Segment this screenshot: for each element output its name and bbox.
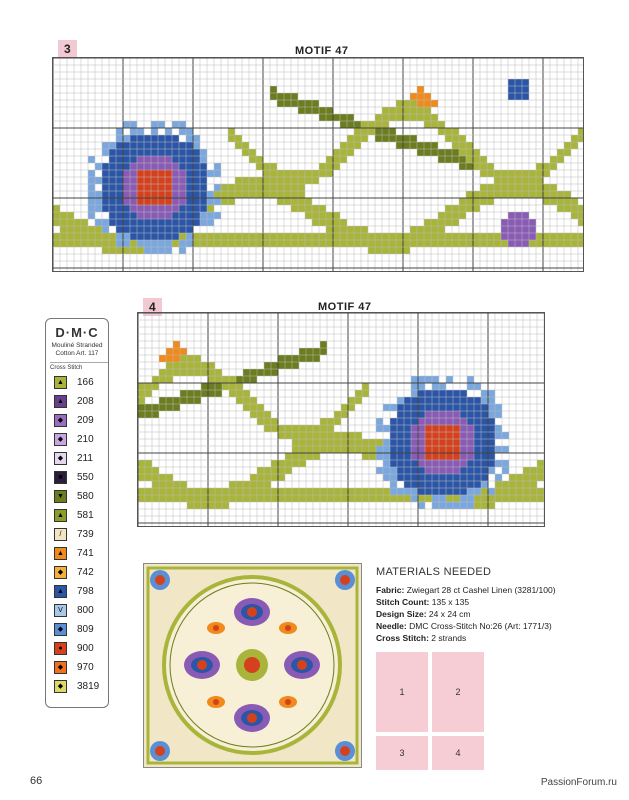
thread-swatch: / (54, 528, 67, 541)
legend-item (46, 411, 108, 430)
thread-swatch: ▲ (54, 376, 67, 389)
legend-item (46, 639, 108, 658)
legend-item (46, 677, 108, 696)
thread-code: 809 (77, 624, 94, 635)
thread-code: 581 (77, 510, 94, 521)
placement-cell-1: 1 (376, 652, 428, 732)
placement-cell-4: 4 (432, 736, 484, 770)
thread-swatch: ◆ (54, 623, 67, 636)
thread-swatch: ▲ (54, 585, 67, 598)
thread-code: 800 (77, 605, 94, 616)
chart-number-badge: 3 (58, 40, 77, 58)
chart-title: MOTIF 47 (295, 45, 349, 57)
thread-swatch: ◆ (54, 680, 67, 693)
cross-stitch-chart-top (52, 57, 584, 272)
chart-number-badge: 4 (143, 298, 162, 316)
legend-item (46, 525, 108, 544)
thread-swatch: ▼ (54, 490, 67, 503)
legend-item (46, 373, 108, 392)
legend-item (46, 544, 108, 563)
stitch-count-line: Stitch Count: 135 x 135 (376, 597, 470, 607)
legend-item (46, 601, 108, 620)
thread-swatch: ◆ (54, 452, 67, 465)
thread-code: 741 (77, 548, 94, 559)
needle-line: Needle: DMC Cross-Stitch No:26 (Art: 1771/3) (376, 621, 552, 631)
legend-item (46, 620, 108, 639)
thread-code: 739 (77, 529, 94, 540)
thread-code: 900 (77, 643, 94, 654)
thread-code: 3819 (77, 681, 100, 692)
materials-title: MATERIALS NEEDED (376, 566, 492, 578)
thread-code: 970 (77, 662, 94, 673)
chart-placement-diagram (376, 652, 484, 770)
legend-item (46, 392, 108, 411)
legend-item (46, 468, 108, 487)
chart-title: MOTIF 47 (318, 301, 372, 313)
thread-swatch: ◆ (54, 414, 67, 427)
thread-swatch: ◆ (54, 566, 67, 579)
thread-code: 209 (77, 415, 94, 426)
thread-code: 166 (77, 377, 94, 388)
legend-item (46, 658, 108, 677)
legend-heading: Cross Stitch (50, 362, 108, 371)
thread-swatch: V (54, 604, 67, 617)
page-number: 66 (30, 775, 43, 787)
legend-item (46, 563, 108, 582)
cross-stitch-line: Cross Stitch: 2 strands (376, 633, 467, 643)
legend-item (46, 582, 108, 601)
legend-item (46, 487, 108, 506)
legend-item (46, 430, 108, 449)
watermark: PassionForum.ru (540, 777, 617, 788)
finished-design-preview (143, 563, 362, 768)
dmc-logo: D·M·C (55, 325, 99, 340)
cross-stitch-chart-bottom (137, 312, 545, 527)
legend-item (46, 449, 108, 468)
thread-code: 211 (77, 453, 93, 464)
thread-legend (45, 318, 109, 708)
thread-code: 798 (77, 586, 94, 597)
placement-cell-2: 2 (432, 652, 484, 732)
thread-code: 550 (77, 472, 94, 483)
thread-swatch: ● (54, 642, 67, 655)
thread-swatch: ▲ (54, 547, 67, 560)
thread-code: 210 (77, 434, 94, 445)
thread-swatch: ▲ (54, 509, 67, 522)
thread-code: 742 (77, 567, 94, 578)
thread-swatch: ■ (54, 471, 67, 484)
design-size-line: Design Size: 24 x 24 cm (376, 609, 471, 619)
thread-code: 580 (77, 491, 94, 502)
thread-swatch: ◆ (54, 661, 67, 674)
placement-cell-3: 3 (376, 736, 428, 770)
materials-needed (376, 566, 616, 644)
thread-code: 208 (77, 396, 94, 407)
thread-swatch: ◆ (54, 433, 67, 446)
fabric-line: Fabric: Zwiegart 28 ct Cashel Linen (3281/100) (376, 585, 556, 595)
legend-subtitle: Mouliné Stranded Cotton Art. 117 (51, 342, 103, 357)
thread-swatch: ▲ (54, 395, 67, 408)
legend-list (46, 373, 108, 696)
legend-item (46, 506, 108, 525)
